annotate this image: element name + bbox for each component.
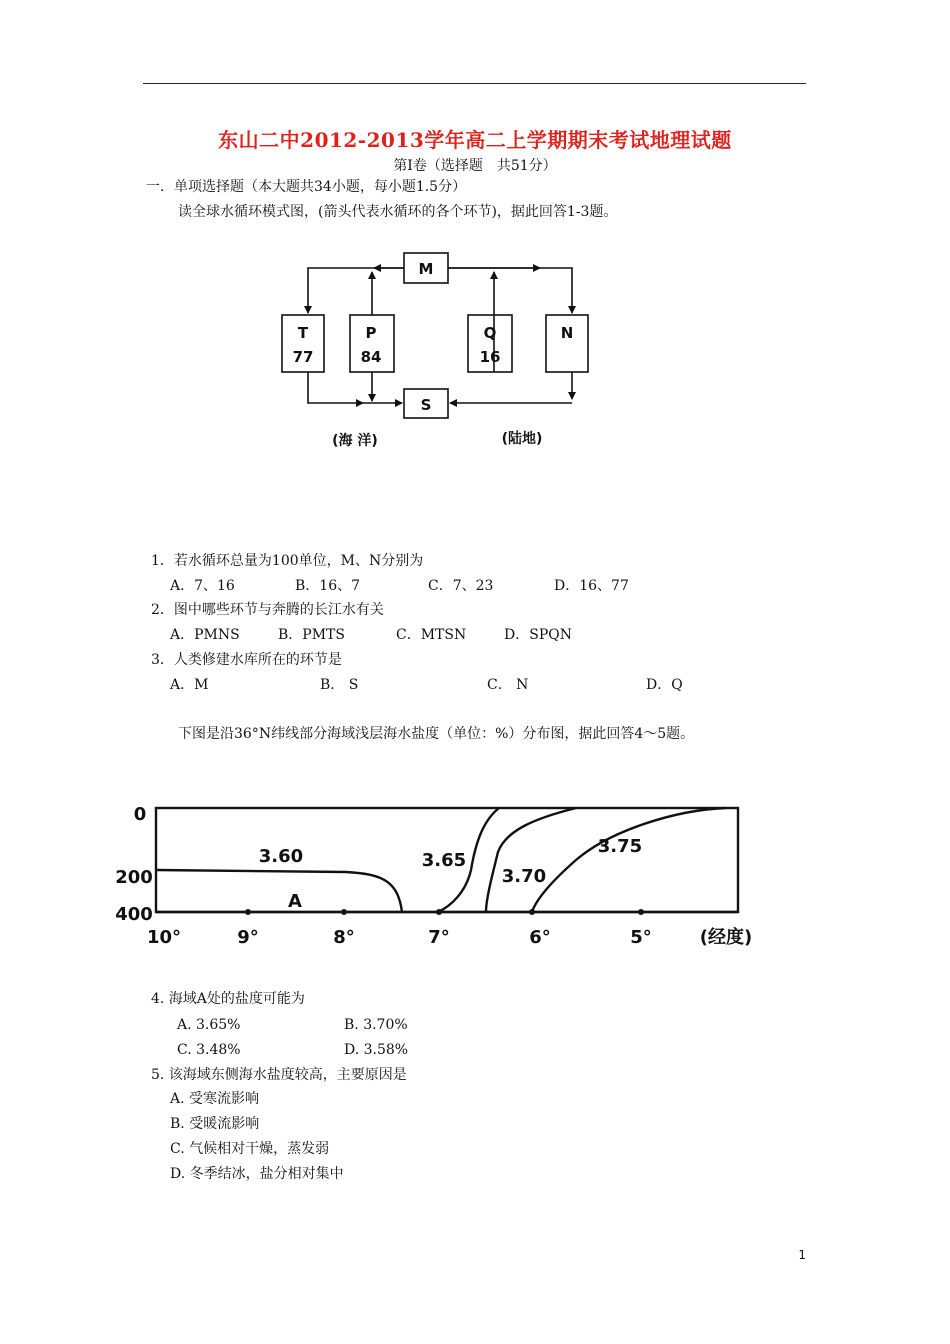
x-tick-8: 8° <box>333 927 355 948</box>
q1-option-c: C．7、23 <box>428 578 494 594</box>
ocean-label: (海 洋) <box>332 433 378 449</box>
x-tick-7: 7° <box>428 927 450 948</box>
q2-option-d: D．SPQN <box>504 627 572 643</box>
x-tick-9: 9° <box>237 927 259 948</box>
label-n: N <box>560 324 574 342</box>
q1-option-d: D．16、77 <box>554 578 629 594</box>
value-q: 16 <box>479 348 501 366</box>
x-tick-10: 10° <box>146 927 182 948</box>
q2-option-c: C．MTSN <box>396 627 467 643</box>
q4-option-b: B. 3.70% <box>344 1017 408 1033</box>
q3-option-d: D．Q <box>646 677 683 693</box>
tick-mark-7 <box>436 909 442 915</box>
q1-option-a: A．7、16 <box>170 578 235 594</box>
q4-option-a: A. 3.65% <box>177 1017 241 1033</box>
label-q: Q <box>483 324 497 342</box>
q3-option-c: C． N <box>487 677 529 693</box>
q5-option-a: A. 受寒流影响 <box>170 1091 260 1107</box>
q4-option-c: C. 3.48% <box>177 1042 241 1058</box>
label-s: S <box>420 396 432 414</box>
region-a-label: A <box>288 891 302 912</box>
intro-2: 下图是沿36°N纬线部分海域浅层海水盐度（单位：%）分布图，据此回答4～5题。 <box>178 726 695 742</box>
q5-option-c: C. 气候相对干燥，蒸发弱 <box>170 1141 330 1157</box>
label-t: T <box>297 324 309 342</box>
x-axis-label: (经度) <box>699 927 753 948</box>
y-tick-400: 400 <box>115 904 153 925</box>
value-p: 84 <box>360 348 382 366</box>
isoline-label-360: 3.60 <box>258 846 304 867</box>
salinity-chart <box>106 800 786 950</box>
question-4-stem: 4. 海域A处的盐度可能为 <box>151 991 305 1007</box>
question-5-stem: 5. 该海域东侧海水盐度较高，主要原因是 <box>151 1067 407 1083</box>
water-cycle-diagram <box>270 245 610 460</box>
x-tick-5: 5° <box>630 927 652 948</box>
tick-mark-6 <box>529 909 535 915</box>
isoline-label-365: 3.65 <box>421 850 467 871</box>
isoline-375 <box>532 808 726 912</box>
y-tick-200: 200 <box>115 867 153 888</box>
value-t: 77 <box>292 348 314 366</box>
isoline-label-375: 3.75 <box>597 836 643 857</box>
isoline-370 <box>486 808 576 912</box>
q5-option-d: D. 冬季结冰，盐分相对集中 <box>170 1166 344 1182</box>
label-m: M <box>418 260 434 278</box>
label-p: P <box>365 324 377 342</box>
y-tick-0: 0 <box>133 804 147 825</box>
page-number: 1 <box>798 1248 806 1262</box>
q4-option-d: D. 3.58% <box>344 1042 409 1058</box>
isoline-360 <box>156 870 402 912</box>
exam-title: 东山二中2012-2013学年高二上学期期末考试地理试题 <box>218 128 732 152</box>
exam-subtitle: 第Ⅰ卷（选择题 共51分） <box>393 158 557 174</box>
q2-option-a: A．PMNS <box>170 627 240 643</box>
question-2-stem: 2．图中哪些环节与奔腾的长江水有关 <box>151 602 384 618</box>
q3-option-b: B． S <box>320 677 359 693</box>
header-rule <box>143 83 806 84</box>
q1-option-b: B．16、7 <box>295 578 361 594</box>
question-3-stem: 3．人类修建水库所在的环节是 <box>151 652 342 668</box>
q3-option-a: A．M <box>170 677 209 693</box>
intro-1: 读全球水循环模式图，(箭头代表水循环的各个环节)，据此回答1-3题。 <box>178 204 618 220</box>
tick-mark-5 <box>638 909 644 915</box>
q5-option-b: B. 受暖流影响 <box>170 1116 260 1132</box>
land-label: (陆地) <box>501 431 543 447</box>
section-heading: 一．单项选择题（本大题共34小题，每小题1.5分） <box>146 179 467 195</box>
tick-mark-9 <box>245 909 251 915</box>
tick-mark-8 <box>341 909 347 915</box>
q2-option-b: B．PMTS <box>278 627 345 643</box>
isoline-label-370: 3.70 <box>501 866 547 887</box>
x-tick-6: 6° <box>529 927 551 948</box>
question-1-stem: 1．若水循环总量为100单位，M、N分别为 <box>151 553 424 569</box>
